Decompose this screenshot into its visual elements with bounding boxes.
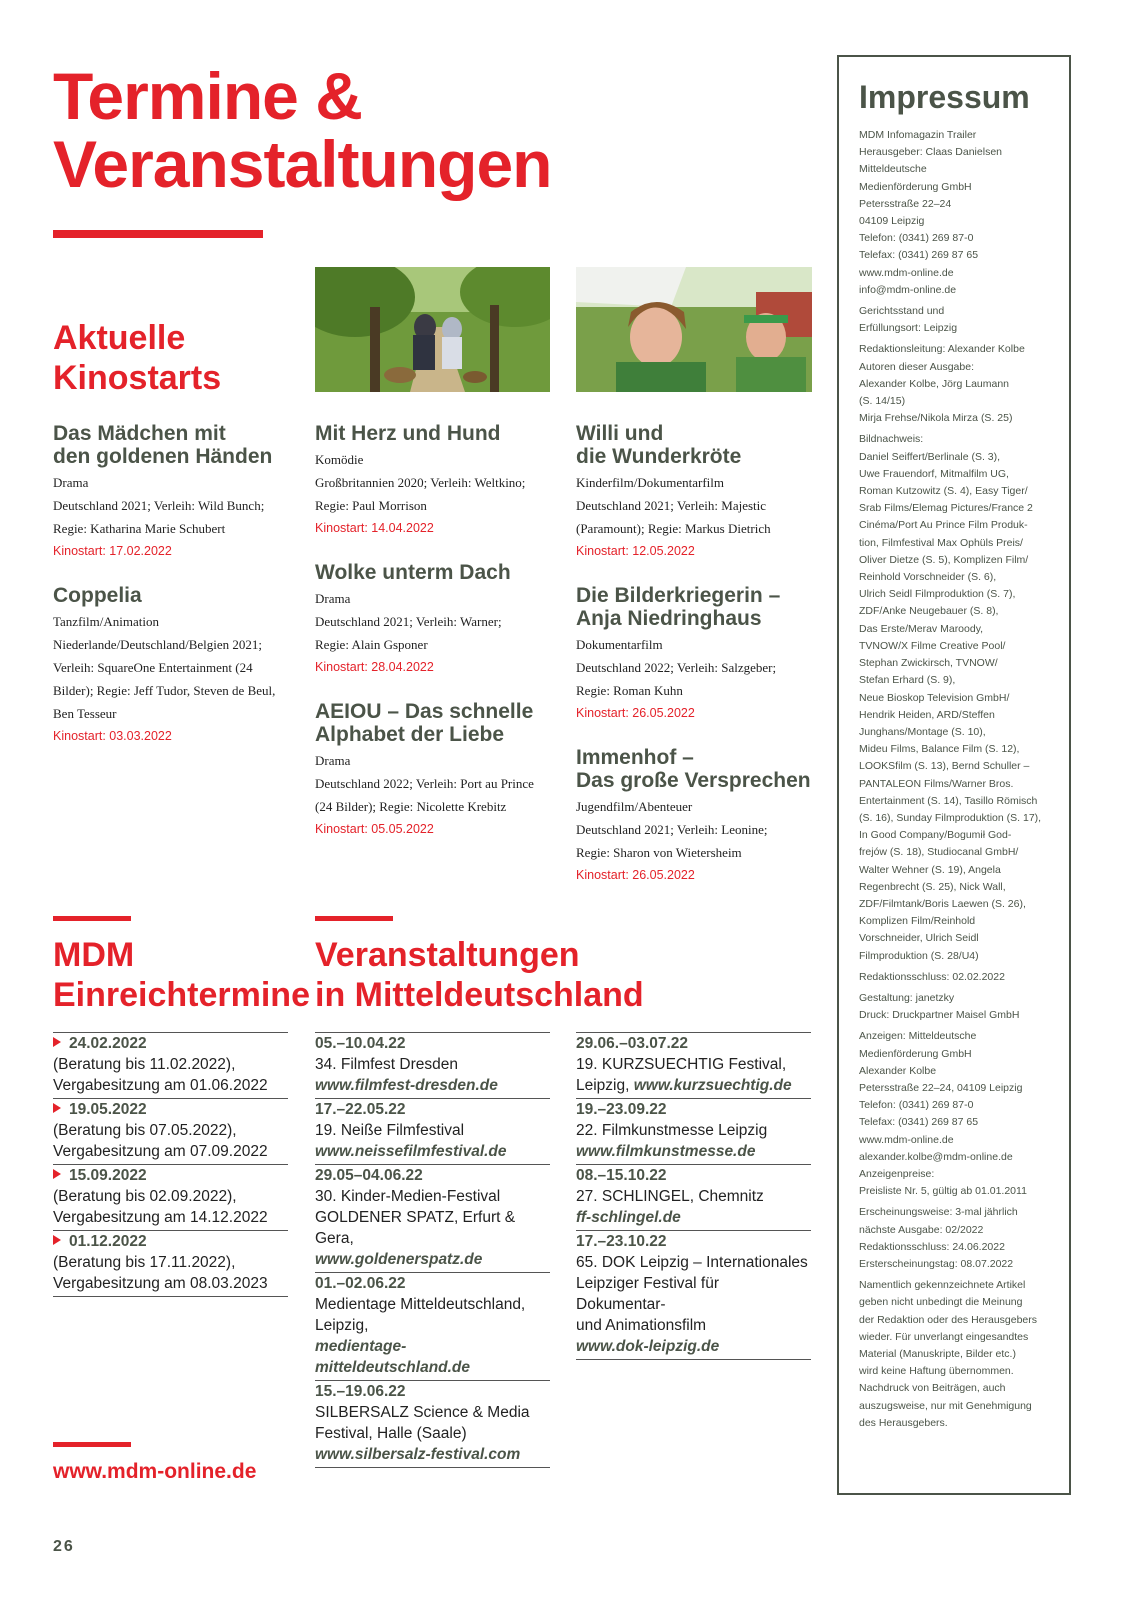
deadline-detail: (Beratung bis 07.05.2022), xyxy=(53,1122,237,1139)
film-title-line: Die Bilderkriegerin – xyxy=(576,584,781,607)
film-column-1 xyxy=(53,422,298,769)
impressum-line: In Good Company/Bogumił God- xyxy=(859,829,1012,842)
einreichtermine-heading-line-1: MDM xyxy=(53,936,135,974)
film-info-line: Drama xyxy=(315,591,351,606)
event-date: 19.–23.09.22 xyxy=(576,1101,667,1118)
impressum-line: Medienförderung GmbH xyxy=(859,1047,972,1060)
event-name: 30. Kinder-Medien-Festival xyxy=(315,1188,501,1205)
veranstaltungen-heading-line-1: Veranstaltungen xyxy=(315,936,580,974)
film-release-date: Kinostart: 26.05.2022 xyxy=(576,868,695,882)
film-title-line: Coppelia xyxy=(53,584,142,607)
film-release-date: Kinostart: 05.05.2022 xyxy=(315,822,434,836)
impressum-block xyxy=(859,1028,1069,1200)
film-info-line: (Paramount); Regie: Markus Dietrich xyxy=(576,521,771,536)
impressum-line: Preisliste Nr. 5, gültig ab 01.01.2011 xyxy=(859,1185,1027,1198)
event-date: 17.–22.05.22 xyxy=(315,1101,406,1118)
impressum-block xyxy=(859,1204,1069,1273)
impressum-line: Entertainment (S. 14), Tasillo Römisch xyxy=(859,794,1038,807)
film-info-line: Deutschland 2021; Verleih: Majestic xyxy=(576,498,767,513)
impressum-line: Mideu Films, Balance Film (S. 12), xyxy=(859,743,1020,756)
event-date: 08.–15.10.22 xyxy=(576,1167,667,1184)
impressum-line: Reinhold Vorschneider (S. 6), xyxy=(859,571,997,584)
film-title-line: Mit Herz und Hund xyxy=(315,422,501,445)
einreichtermine-divider xyxy=(53,916,131,921)
film-info-line: Komödie xyxy=(315,452,364,467)
film-entry xyxy=(315,700,560,840)
einreichtermine-heading-line-2: Einreichtermine xyxy=(53,976,310,1014)
event-name: 34. Filmfest Dresden xyxy=(315,1056,458,1073)
film-info-line: Regie: Katharina Marie Schubert xyxy=(53,521,226,536)
impressum-line: Mirja Frehse/Nikola Mirza (S. 25) xyxy=(859,412,1013,425)
film-entry xyxy=(53,584,298,747)
title-divider xyxy=(53,230,263,238)
impressum-title: Impressum xyxy=(859,79,1030,115)
impressum-line: Daniel Seiffert/Berlinale (S. 3), xyxy=(859,450,1001,463)
film-info-line: Deutschland 2022; Verleih: Salzgeber; xyxy=(576,660,777,675)
film-info-line: Tanzfilm/Animation xyxy=(53,614,159,629)
impressum-line: (S. 16), Sunday Filmproduktion (S. 17), xyxy=(859,811,1042,824)
film-release-date: Kinostart: 12.05.2022 xyxy=(576,544,695,558)
deadline-detail: Vergabesitzung am 08.03.2023 xyxy=(53,1275,268,1292)
impressum-line: Telefax: (0341) 269 87 65 xyxy=(859,1116,979,1129)
event-name: SILBERSALZ Science & Media xyxy=(315,1404,530,1421)
film-entry xyxy=(576,746,821,886)
impressum-line: Filmproduktion (S. 28/U4) xyxy=(859,949,979,962)
deadline-date: 24.02.2022 xyxy=(69,1035,147,1052)
events-column-2 xyxy=(576,1032,811,1360)
impressum-line: Stephan Zwickirsch, TVNOW/ xyxy=(859,657,998,670)
deadline-detail: Vergabesitzung am 01.06.2022 xyxy=(53,1077,268,1094)
event-date: 17.–23.10.22 xyxy=(576,1233,667,1250)
film-title xyxy=(53,584,298,607)
event-website-link[interactable]: www.filmfest-dresden.de xyxy=(315,1077,498,1094)
film-title xyxy=(576,584,821,630)
event-date: 29.05–04.06.22 xyxy=(315,1167,423,1184)
event-name: und Animationsfilm xyxy=(576,1317,707,1334)
events-column-1 xyxy=(315,1032,550,1468)
deadline-detail: (Beratung bis 11.02.2022), xyxy=(53,1056,236,1073)
impressum-box xyxy=(837,55,1071,1495)
film-info-line: Deutschland 2022; Verleih: Port au Prince xyxy=(315,776,534,791)
triangle-bullet-icon xyxy=(53,1235,61,1245)
impressum-line: Mitteldeutsche xyxy=(859,163,927,176)
impressum-line: Telefax: (0341) 269 87 65 xyxy=(859,249,979,262)
impressum-line: geben nicht unbedingt die Meinung xyxy=(859,1296,1023,1309)
impressum-line: auszugsweise, nur mit Genehmigung xyxy=(859,1399,1032,1412)
event-item xyxy=(315,1033,550,1099)
impressum-line: Redaktionsschluss: 02.02.2022 xyxy=(859,970,1005,983)
event-name: Festival, Halle (Saale) xyxy=(315,1425,467,1442)
event-website-link[interactable]: www.dok-leipzig.de xyxy=(576,1338,720,1355)
film-title-line: die Wunderkröte xyxy=(576,445,742,468)
film-release-date: Kinostart: 26.05.2022 xyxy=(576,706,695,720)
impressum-line: Alexander Kolbe xyxy=(859,1064,937,1077)
impressum-line: Neue Bioskop Television GmbH/ xyxy=(859,691,1010,704)
film-title-line: Das große Versprechen xyxy=(576,769,811,792)
deadline-item xyxy=(53,1099,288,1165)
film-entry xyxy=(53,422,298,562)
film-title xyxy=(53,422,298,468)
impressum-line: www.mdm-online.de xyxy=(859,266,954,279)
impressum-line: www.mdm-online.de xyxy=(859,1133,954,1146)
impressum-line: alexander.kolbe@mdm-online.de xyxy=(859,1150,1013,1163)
event-website-link[interactable]: www.filmkunstmesse.de xyxy=(576,1143,756,1160)
film-info-line: Regie: Alain Gsponer xyxy=(315,637,428,652)
film-release-date: Kinostart: 14.04.2022 xyxy=(315,521,434,535)
event-website-link[interactable]: ff-schlingel.de xyxy=(576,1209,681,1226)
film-info-line: Bilder); Regie: Jeff Tudor, Steven de Beul, xyxy=(53,683,276,698)
film-info-line: Niederlande/Deutschland/Belgien 2021; xyxy=(53,637,263,652)
event-item xyxy=(315,1273,550,1381)
event-website-link[interactable]: www.neissefilmfestival.de xyxy=(315,1143,507,1160)
event-name: 65. DOK Leipzig – Internationales xyxy=(576,1254,808,1271)
film-title-line: Das Mädchen mit xyxy=(53,422,226,445)
deadline-date-row xyxy=(53,1034,288,1054)
impressum-line: Telefon: (0341) 269 87-0 xyxy=(859,232,974,245)
film-title xyxy=(315,561,560,584)
film-release-date: Kinostart: 03.03.2022 xyxy=(53,729,172,743)
veranstaltungen-divider xyxy=(315,916,393,921)
impressum-line: Medienförderung GmbH xyxy=(859,180,972,193)
einreichtermine-heading xyxy=(53,935,310,1015)
impressum-line: Redaktionsleitung: Alexander Kolbe xyxy=(859,343,1025,356)
impressum-line: Petersstraße 22–24 xyxy=(859,197,952,210)
page-title-line-2: Veranstaltungen xyxy=(53,127,552,201)
page-title-line-1: Termine & xyxy=(53,59,362,133)
impressum-line: PANTALEON Films/Warner Bros. xyxy=(859,777,1014,790)
impressum-line: MDM Infomagazin Trailer xyxy=(859,129,977,141)
impressum-line: Bildnachweis: xyxy=(859,433,924,446)
veranstaltungen-heading-line-2: in Mitteldeutschland xyxy=(315,976,644,1014)
impressum-line: Telefon: (0341) 269 87-0 xyxy=(859,1099,974,1112)
event-item xyxy=(576,1231,811,1360)
film-column-3 xyxy=(576,422,821,908)
film-release-date: Kinostart: 17.02.2022 xyxy=(53,544,172,558)
impressum-line: ZDF/Filmtank/Boris Laewen (S. 26), xyxy=(859,897,1026,910)
event-name: 27. SCHLINGEL, Chemnitz xyxy=(576,1188,764,1205)
event-name: GOLDENER SPATZ, Erfurt & Gera, xyxy=(315,1209,516,1247)
film-info-line: Regie: Sharon von Wietersheim xyxy=(576,845,742,860)
event-item xyxy=(576,1165,811,1231)
impressum-line: Vorschneider, Ulrich Seidl xyxy=(859,932,979,945)
impressum-line: Gestaltung: janetzky xyxy=(859,991,955,1004)
film-title-line: Alphabet der Liebe xyxy=(315,723,505,746)
impressum-line: Druck: Druckpartner Maisel GmbH xyxy=(859,1009,1020,1022)
event-date: 01.–02.06.22 xyxy=(315,1275,406,1292)
event-name: 19. Neiße Filmfestival xyxy=(315,1122,465,1139)
film-info-line: Großbritannien 2020; Verleih: Weltkino; xyxy=(315,475,526,490)
impressum-line: Redaktionsschluss: 24.06.2022 xyxy=(859,1240,1005,1253)
impressum-line: Komplizen Film/Reinhold xyxy=(859,915,976,928)
deadline-date: 19.05.2022 xyxy=(69,1101,147,1118)
film-info-line: Deutschland 2021; Verleih: Leonine; xyxy=(576,822,768,837)
impressum-line: 04109 Leipzig xyxy=(859,215,925,228)
impressum-block xyxy=(859,431,1069,964)
event-website-link[interactable]: www.silbersalz-festival.com xyxy=(315,1446,521,1463)
event-item xyxy=(576,1033,811,1099)
impressum-line: Hendrik Heiden, ARD/Steffen xyxy=(859,708,995,721)
event-item xyxy=(315,1165,550,1273)
event-link-line xyxy=(576,1075,811,1096)
impressum-line: Petersstraße 22–24, 04109 Leipzig xyxy=(859,1081,1023,1094)
event-item xyxy=(576,1099,811,1165)
impressum-line: frejów (S. 18), Studiocanal GmbH/ xyxy=(859,846,1019,859)
veranstaltungen-heading xyxy=(315,935,644,1015)
impressum-block xyxy=(859,969,1069,986)
film-info-line: Drama xyxy=(315,753,351,768)
film-info-line: Dokumentarfilm xyxy=(576,637,663,652)
deadline-detail: Vergabesitzung am 14.12.2022 xyxy=(53,1209,268,1226)
deadline-detail: (Beratung bis 02.09.2022), xyxy=(53,1188,237,1205)
film-column-2 xyxy=(315,422,560,862)
deadline-date: 15.09.2022 xyxy=(69,1167,147,1184)
impressum-line: ZDF/Anke Neugebauer (S. 8), xyxy=(859,605,999,618)
impressum-line: wieder. Für unverlangt eingesandtes xyxy=(859,1330,1029,1343)
film-entry xyxy=(576,584,821,724)
event-location: Leipzig, xyxy=(576,1077,634,1094)
film-entry xyxy=(576,422,821,562)
impressum-line: Walter Wehner (S. 19), Angela xyxy=(859,863,1001,876)
film-title-line: AEIOU – Das schnelle xyxy=(315,700,534,723)
deadline-detail: (Beratung bis 17.11.2022), xyxy=(53,1254,236,1271)
deadline-item xyxy=(53,1033,288,1099)
kinostarts-heading xyxy=(53,318,221,398)
film-title-line: Willi und xyxy=(576,422,664,445)
impressum-block xyxy=(859,1277,1069,1432)
kinostarts-heading-line-1: Aktuelle xyxy=(53,319,186,357)
deadline-date-row xyxy=(53,1100,288,1120)
event-name: 19. KURZSUECHTIG Festival, xyxy=(576,1056,787,1073)
impressum-line: info@mdm-online.de xyxy=(859,283,957,296)
deadline-date: 01.12.2022 xyxy=(69,1233,147,1250)
film-info-line: Deutschland 2021; Verleih: Wild Bunch; xyxy=(53,498,265,513)
film-info-line: Kinderfilm/Dokumentarfilm xyxy=(576,475,725,490)
impressum-line: Ulrich Seidl Filmproduktion (S. 7), xyxy=(859,588,1016,601)
impressum-line: Junghans/Montage (S. 10), xyxy=(859,725,986,738)
deadline-date-row xyxy=(53,1232,288,1252)
film-entry xyxy=(315,561,560,678)
event-website-link[interactable]: www.goldenerspatz.de xyxy=(315,1251,483,1268)
impressum-line: Erscheinungsweise: 3-mal jährlich xyxy=(859,1206,1018,1219)
page-number: 26 xyxy=(53,1538,75,1555)
impressum-line: Autoren dieser Ausgabe: xyxy=(859,360,974,373)
film-title-line: Anja Niedringhaus xyxy=(576,607,762,630)
film-title-line: Wolke unterm Dach xyxy=(315,561,511,584)
kinostarts-heading-line-2: Kinostarts xyxy=(53,359,222,397)
impressum-line: Cinéma/Port Au Prince Film Produk- xyxy=(859,519,1028,532)
impressum-line: (S. 14/15) xyxy=(859,395,906,408)
deadline-item xyxy=(53,1165,288,1231)
impressum-block xyxy=(859,303,1069,337)
event-date: 29.06.–03.07.22 xyxy=(576,1035,689,1052)
impressum-line: Das Erste/Merav Maroody, xyxy=(859,622,984,635)
event-website-link[interactable]: medientage-mitteldeutschland.de xyxy=(315,1338,471,1376)
impressum-line: Regenbrecht (S. 25), Nick Wall, xyxy=(859,880,1006,893)
film-photo-mit-herz-und-hund xyxy=(315,267,550,392)
impressum-line: Anzeigenpreise: xyxy=(859,1167,935,1180)
event-item xyxy=(315,1381,550,1468)
film-title xyxy=(315,700,560,746)
impressum-line: Material (Manuskripte, Bilder etc.) xyxy=(859,1348,1016,1361)
impressum-line: Gerichtsstand und xyxy=(859,305,945,318)
impressum-line: Anzeigen: Mitteldeutsche xyxy=(859,1030,977,1043)
footer-divider xyxy=(53,1442,131,1447)
impressum-line: wird keine Haftung übernommen. xyxy=(859,1365,1014,1378)
film-title xyxy=(315,422,560,445)
event-name: 22. Filmkunstmesse Leipzig xyxy=(576,1122,768,1139)
einreichtermine-list xyxy=(53,1032,288,1297)
film-title-line: Immenhof – xyxy=(576,746,694,769)
film-title xyxy=(576,422,821,468)
deadline-date-row xyxy=(53,1166,288,1186)
film-info-line: Jugendfilm/Abenteuer xyxy=(576,799,693,814)
impressum-line: Erfüllungsort: Leipzig xyxy=(859,322,958,335)
impressum-line: Ersterscheinungstag: 08.07.2022 xyxy=(859,1258,1014,1270)
film-photo-willi-und-die-wunderkroete xyxy=(576,267,812,392)
event-website-link[interactable]: www.kurzsuechtig.de xyxy=(633,1077,792,1094)
event-date: 15.–19.06.22 xyxy=(315,1383,406,1400)
website-link[interactable]: www.mdm-online.de xyxy=(53,1460,257,1483)
triangle-bullet-icon xyxy=(53,1169,61,1179)
film-title xyxy=(576,746,821,792)
impressum-block xyxy=(859,127,1069,299)
film-title-line: den goldenen Händen xyxy=(53,445,273,468)
impressum-line: Namentlich gekennzeichnete Artikel xyxy=(859,1279,1026,1292)
film-info-line: Drama xyxy=(53,475,89,490)
impressum-line: LOOKSfilm (S. 13), Bernd Schuller – xyxy=(859,760,1030,773)
page-title xyxy=(53,59,753,201)
film-info-line: (24 Bilder); Regie: Nicolette Krebitz xyxy=(315,799,507,814)
impressum-line: Herausgeber: Claas Danielsen xyxy=(859,146,1002,159)
impressum-line: der Redaktion oder des Herausgebers xyxy=(859,1313,1038,1326)
film-info-line: Regie: Paul Morrison xyxy=(315,498,427,513)
film-entry xyxy=(315,422,560,539)
impressum-line: Alexander Kolbe, Jörg Laumann xyxy=(859,377,1010,390)
impressum-line: TVNOW/X Filme Creative Pool/ xyxy=(859,639,1006,652)
event-name: Leipziger Festival für Dokumentar- xyxy=(576,1275,720,1313)
impressum-line: tion, Filmfestival Max Ophüls Preis/ xyxy=(859,536,1023,549)
event-date: 05.–10.04.22 xyxy=(315,1035,406,1052)
impressum-line: Srab Films/Elemag Pictures/France 2 xyxy=(859,502,1033,515)
impressum-line: Nachdruck von Beiträgen, auch xyxy=(859,1382,1006,1395)
impressum-line: Uwe Frauendorf, Mitmalfilm UG, xyxy=(859,467,1009,480)
impressum-line: des Herausgebers. xyxy=(859,1416,948,1429)
impressum-line: Stefan Erhard (S. 9), xyxy=(859,674,956,687)
film-info-line: Verleih: SquareOne Entertainment (24 xyxy=(53,660,253,675)
triangle-bullet-icon xyxy=(53,1103,61,1113)
deadline-detail: Vergabesitzung am 07.09.2022 xyxy=(53,1143,268,1160)
event-item xyxy=(315,1099,550,1165)
impressum-line: Oliver Dietze (S. 5), Komplizen Film/ xyxy=(859,553,1029,566)
deadline-item xyxy=(53,1231,288,1297)
film-info-line: Deutschland 2021; Verleih: Warner; xyxy=(315,614,502,629)
impressum-block xyxy=(859,990,1069,1024)
event-name: Leipzig, xyxy=(315,1317,369,1334)
impressum-line: nächste Ausgabe: 02/2022 xyxy=(859,1223,984,1236)
event-name: Medientage Mitteldeutschland, xyxy=(315,1296,526,1313)
triangle-bullet-icon xyxy=(53,1037,61,1047)
film-release-date: Kinostart: 28.04.2022 xyxy=(315,660,434,674)
film-info-line: Ben Tesseur xyxy=(53,706,117,721)
film-info-line: Regie: Roman Kuhn xyxy=(576,683,683,698)
impressum-line: Roman Kutzowitz (S. 4), Easy Tiger/ xyxy=(859,485,1028,498)
impressum-block xyxy=(859,341,1069,427)
